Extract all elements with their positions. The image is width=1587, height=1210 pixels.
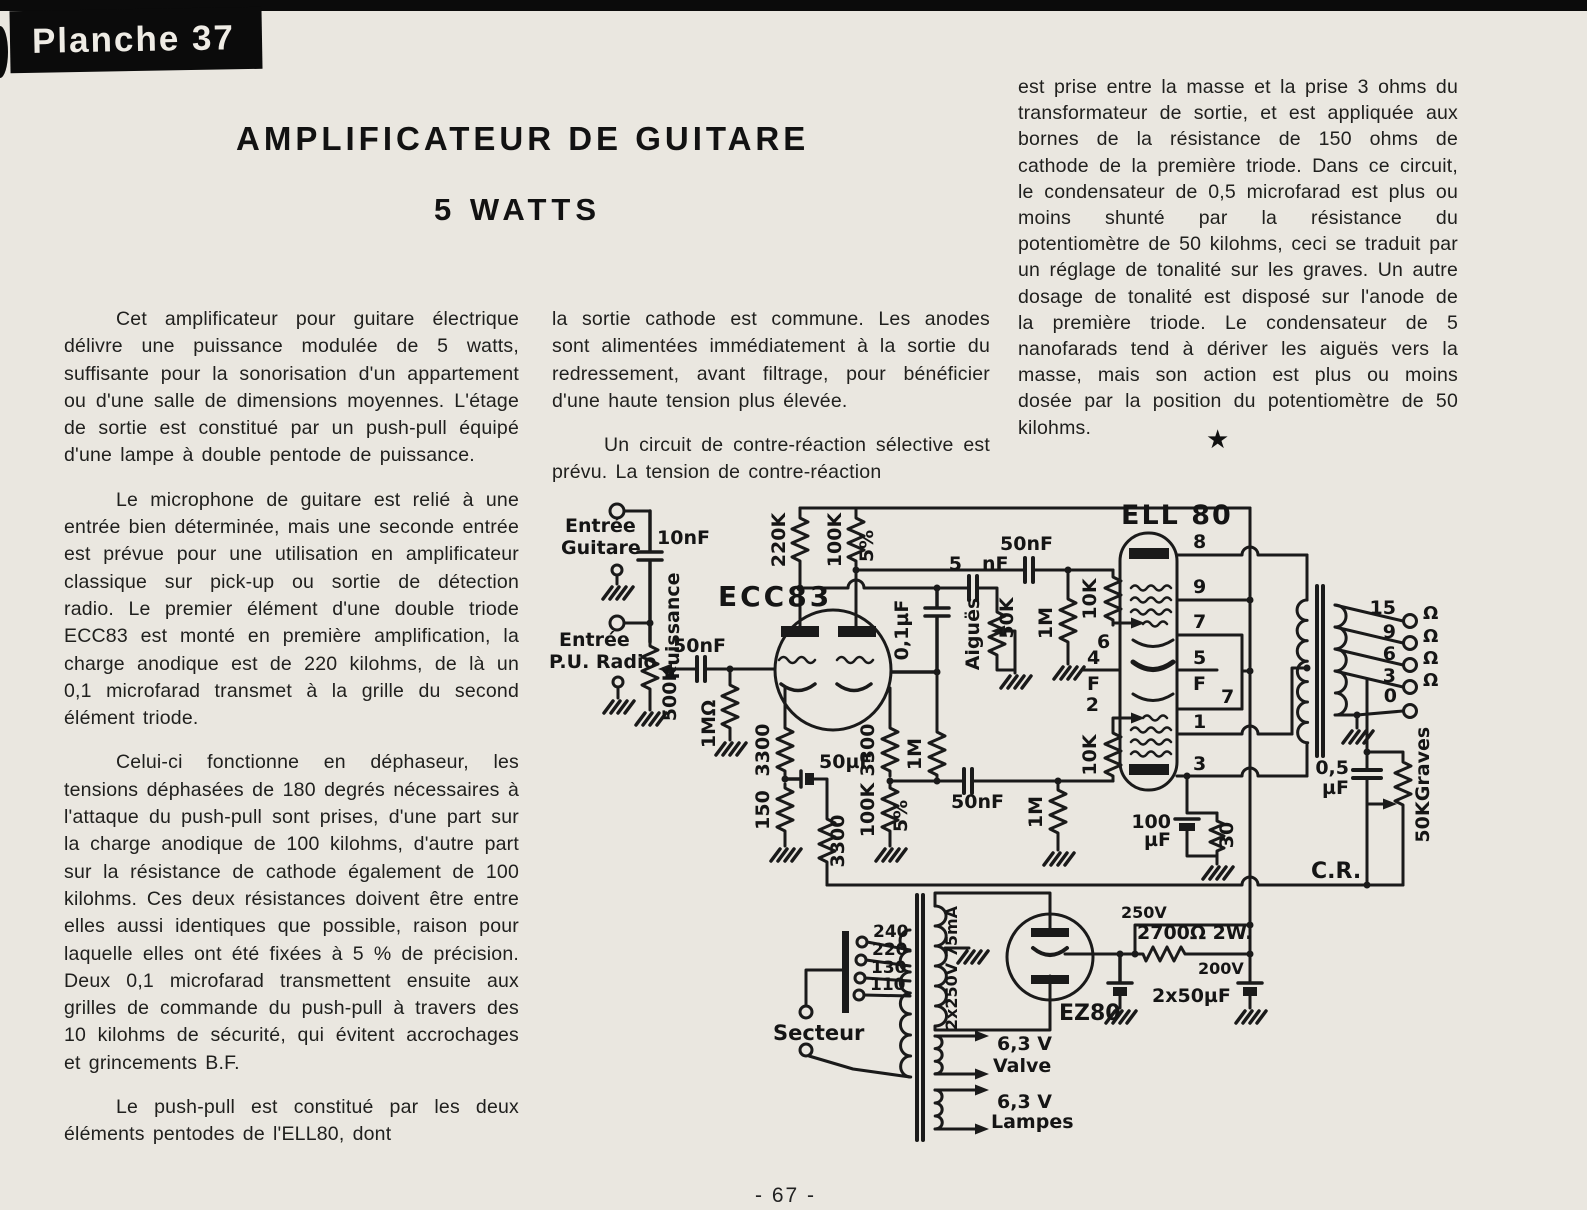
label-entree-guitare-2: Guitare	[561, 537, 641, 559]
label-tap-15: 15	[1369, 597, 1396, 619]
page-number: - 67 -	[755, 1184, 817, 1207]
label-pot-graves: Graves	[1412, 726, 1434, 802]
label-cap-50nf-top: 50nF	[1000, 533, 1053, 555]
label-tap-0: 0	[1383, 685, 1397, 707]
label-res-100k-a: 100K	[824, 512, 846, 568]
star-ornament: ★	[1206, 424, 1230, 454]
label-63v-lampes-a: 6,3 V	[997, 1091, 1052, 1113]
paragraph: la sortie cathode est commune. Les anodes sont alimentées immédiatement à la sortie du redressement, avant filtrage, pour bénéficier d'une haute tension plus élevée.	[552, 308, 990, 412]
label-cap-05-b: µF	[1322, 777, 1349, 799]
label-entree-pu-2: P.U. Radio	[549, 651, 657, 673]
label-res-100k-b: 100K	[857, 782, 879, 838]
label-tap-3: 3	[1382, 665, 1396, 687]
label-ht-winding: 2x250V 75mA	[942, 905, 961, 1031]
text-column-right	[1018, 74, 1458, 458]
label-pin-8: 8	[1193, 531, 1207, 553]
label-res-1m-a: 1M	[904, 737, 926, 771]
label-pin-7a: 7	[1193, 611, 1207, 633]
label-63v-lampes-b: Lampes	[991, 1111, 1074, 1133]
label-mains-220: 220	[872, 940, 908, 960]
page-title: AMPLIFICATEUR DE GUITARE	[236, 120, 810, 157]
label-tube-ez80: EZ80	[1059, 1001, 1121, 1026]
label-res-220k: 220K	[768, 512, 790, 568]
label-res-1m-top: 1M	[1035, 606, 1057, 640]
label-200v: 200V	[1198, 959, 1244, 978]
label-res-3300-a: 3300	[752, 723, 774, 777]
label-pin-1: 1	[1193, 711, 1207, 733]
label-res-1m-b: 1M	[1025, 795, 1047, 829]
label-63v-valve-b: Valve	[993, 1055, 1052, 1077]
label-tube-ell80: ELL 80	[1121, 500, 1233, 531]
label-ohm-1: Ω	[1423, 603, 1439, 624]
label-63v-valve-a: 6,3 V	[997, 1033, 1052, 1055]
scan-edge-blob	[0, 26, 8, 78]
label-cap-10nf: 10nF	[657, 527, 710, 549]
label-pin-2: 2	[1085, 694, 1099, 716]
paragraph: Le push-pull est constitué par les deux éléments pentodes de l'ELL80, dont	[64, 1096, 519, 1146]
label-pot-puissance: Puissance	[662, 572, 684, 680]
label-res-5pct-b: 5%	[890, 799, 912, 833]
label-res-30: 30	[1216, 821, 1238, 849]
label-res-5pct-a: 5%	[856, 529, 878, 563]
label-cap-100uf-b: µF	[1144, 829, 1171, 851]
plate-number-banner	[9, 7, 262, 73]
label-res-1m-in: 1MΩ	[698, 699, 720, 749]
label-250v: 250V	[1121, 903, 1167, 922]
label-cap-01uf: 0,1µF	[891, 599, 913, 661]
paragraph: est prise entre la masse et la prise 3 ohms du transformateur de sortie, et est appliquée aux bornes de la résistance de 150 ohms de cathode de la première triode. Dans ce circuit, le condensateur de 0,5 microfarad est plus ou moins shunté par la résistance du potentiomètre de 50 kilohms, ceci se traduit par un réglage de tonalité sur les graves. Un autre dosage de tonalité est disposé sur l'anode de la première triode. Le condensateur de 5 nanofarads tend à dériver les aiguës vers la masse, mais son action est plus ou moins dosée par la position du potentiomètre de 50 kilohms.	[1018, 76, 1458, 439]
paragraph: Cet amplificateur pour guitare électrique délivre une puissance modulée de 5 watts, suffisante pour la sonorisation d'un appartement ou d'une salle de dimensions moyennes. L'étage de sortie est constitué par un push-pull équipé d'une lampe à double pentode de puissance.	[64, 308, 519, 467]
paragraph: Le microphone de guitare est relié à une entrée bien déterminée, mais une seconde entrée est prévue pour une utilisation en amplificateur classique sur pick-up ou sortie de détection radio. Le premier élément d'une double triode ECC83 est monté en première amplification, la charge anodique est de 220 kilohms, de là un 0,1 microfarad transmet à la grille du second élément triode.	[64, 488, 519, 730]
label-res-2700: 2700Ω 2W.	[1137, 922, 1253, 944]
label-ohm-3: Ω	[1423, 648, 1439, 669]
label-cap-2x50: 2x50µF	[1152, 985, 1231, 1007]
text-column-left	[64, 306, 519, 1166]
label-res-10k-a: 10K	[1079, 578, 1101, 620]
page-subtitle: 5 WATTS	[434, 192, 602, 227]
label-res-10k-b: 10K	[1079, 734, 1101, 776]
label-res-3300-c: 3300	[857, 723, 879, 777]
label-cap-50uf: 50µF	[819, 751, 873, 773]
label-pin-7b: 7	[1221, 686, 1235, 708]
label-cr: C.R.	[1311, 859, 1362, 884]
label-pot-500k: 500K	[659, 666, 681, 722]
label-pot-50k-aigues: 50K	[996, 597, 1018, 639]
label-mains-110: 110	[870, 975, 906, 995]
label-pin-9: 9	[1193, 576, 1207, 598]
label-entree-pu-1: Entrée	[559, 629, 630, 651]
label-cap-05-a: 0,5	[1315, 757, 1349, 779]
label-mains-130: 130	[871, 958, 907, 978]
output-transformer	[1297, 555, 1416, 776]
label-mains-240: 240	[873, 922, 909, 942]
schematic-diagram	[545, 478, 1575, 1178]
plate-number-label: Planche 37	[31, 18, 236, 61]
label-pin-5: 5	[1193, 647, 1207, 669]
paragraph: Un circuit de contre-réaction sélective est prévu. La tension de contre-réaction	[552, 434, 990, 484]
label-pot-50k-graves: 50K	[1412, 801, 1434, 843]
label-ohm-2: Ω	[1423, 626, 1439, 647]
label-cap-50nf-bot: 50nF	[951, 791, 1004, 813]
label-pin-4: 4	[1087, 647, 1101, 669]
label-secteur: Secteur	[773, 1021, 865, 1045]
label-tube-ecc83: ECC83	[718, 580, 833, 613]
label-cap-5nf-b: nF	[982, 553, 1009, 575]
label-pin-fa: F	[1193, 673, 1206, 695]
label-res-3300-b: 3300	[827, 814, 849, 868]
paragraph: Celui-ci fonctionne en déphaseur, les tensions déphasées de 180 degrés nécessaires à l'attaque du push-pull sont prises, d'une part sur la charge anodique de 100 kilohms, d'autre part sur la résistance de cathode également de 100 kilohms. Ces deux résistances doivent être entre elles aussi identiques que possible, raison pour laquelle elles ont été fixées à 5 % de précision. Deux 0,1 microfarad transmettent ensuite aux grilles de commande du push-pull à travers des 10 kilohms de sécurité, qui évitent accrochages et grincements B.F.	[64, 751, 519, 1074]
label-cap-50nf-in: 50nF	[673, 635, 726, 657]
label-ohm-4: Ω	[1423, 670, 1439, 691]
label-tap-6: 6	[1382, 643, 1396, 665]
label-cap-100uf-a: 100	[1131, 811, 1171, 833]
label-pin-fb: F	[1087, 673, 1100, 695]
label-pin-3: 3	[1193, 753, 1207, 775]
label-pin-6: 6	[1097, 631, 1111, 653]
label-entree-guitare-1: Entrée	[565, 515, 636, 537]
label-cap-5nf-a: 5	[948, 553, 962, 575]
label-tap-9: 9	[1382, 621, 1396, 643]
text-column-middle	[552, 306, 990, 504]
label-pot-aigues: Aiguës	[962, 597, 984, 671]
label-res-150: 150	[752, 790, 774, 830]
